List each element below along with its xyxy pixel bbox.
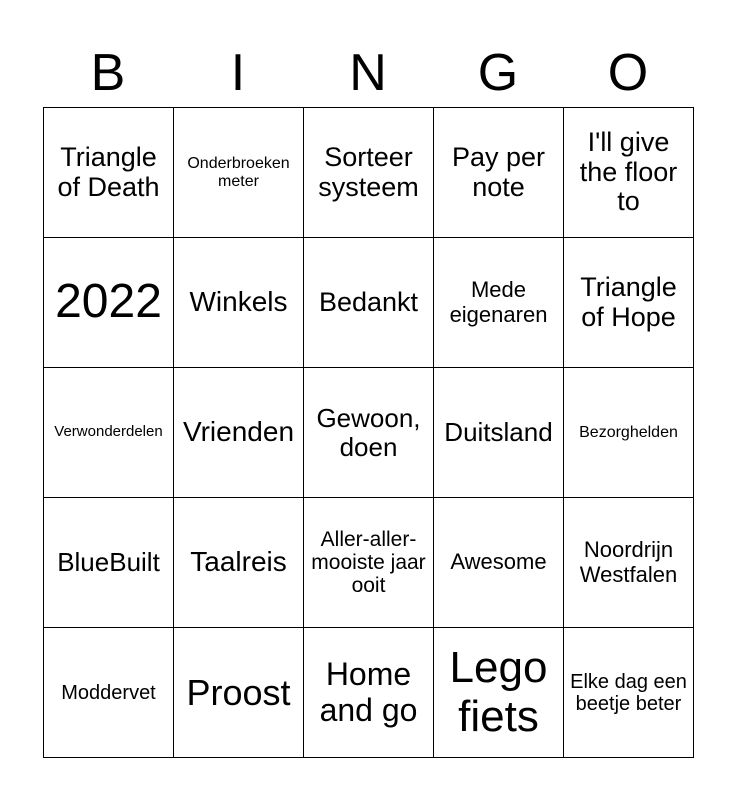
bingo-cell-r4c2[interactable]: Taalreis <box>174 498 304 628</box>
board-row-1 <box>44 108 694 238</box>
board-row-3 <box>44 368 694 498</box>
bingo-cell-r1c2[interactable]: Onderbroeken meter <box>174 108 304 238</box>
bingo-cell-r3c1[interactable]: Verwonderdelen <box>44 368 174 498</box>
board-row-5 <box>44 628 694 758</box>
bingo-cell-r5c3[interactable]: Home and go <box>304 628 434 758</box>
bingo-cell-r4c3[interactable]: Aller-aller-mooiste jaar ooit <box>304 498 434 628</box>
bingo-cell-r4c1[interactable]: BlueBuilt <box>44 498 174 628</box>
header-letter-i: I <box>230 44 246 102</box>
board-row-2 <box>44 238 694 368</box>
header-letter-o: O <box>607 44 649 102</box>
bingo-cell-r1c4[interactable]: Pay per note <box>434 108 564 238</box>
bingo-cell-r1c1[interactable]: Triangle of Death <box>44 108 174 238</box>
bingo-header <box>43 40 693 106</box>
bingo-board <box>43 107 694 758</box>
bingo-cell-r2c2[interactable]: Winkels <box>174 238 304 368</box>
bingo-cell-r3c4[interactable]: Duitsland <box>434 368 564 498</box>
bingo-cell-r5c5[interactable]: Elke dag een beetje beter <box>564 628 694 758</box>
header-letter-n: N <box>349 44 387 102</box>
bingo-cell-r2c3[interactable]: Bedankt <box>304 238 434 368</box>
bingo-cell-r4c4[interactable]: Awesome <box>434 498 564 628</box>
board-row-4 <box>44 498 694 628</box>
bingo-cell-r4c5[interactable]: Noordrijn Westfalen <box>564 498 694 628</box>
bingo-cell-r2c5[interactable]: Triangle of Hope <box>564 238 694 368</box>
bingo-cell-r2c4[interactable]: Mede eigenaren <box>434 238 564 368</box>
header-letter-g: G <box>477 44 519 102</box>
bingo-cell-r3c5[interactable]: Bezorghelden <box>564 368 694 498</box>
bingo-cell-r5c2[interactable]: Proost <box>174 628 304 758</box>
bingo-cell-r3c2[interactable]: Vrienden <box>174 368 304 498</box>
bingo-cell-r1c5[interactable]: I'll give the floor to <box>564 108 694 238</box>
header-letter-b: B <box>90 44 126 102</box>
bingo-cell-r5c1[interactable]: Moddervet <box>44 628 174 758</box>
bingo-cell-r2c1[interactable]: 2022 <box>44 238 174 368</box>
bingo-cell-r5c4[interactable]: Lego fiets <box>434 628 564 758</box>
bingo-cell-r1c3[interactable]: Sorteer systeem <box>304 108 434 238</box>
bingo-cell-r3c3[interactable]: Gewoon, doen <box>304 368 434 498</box>
